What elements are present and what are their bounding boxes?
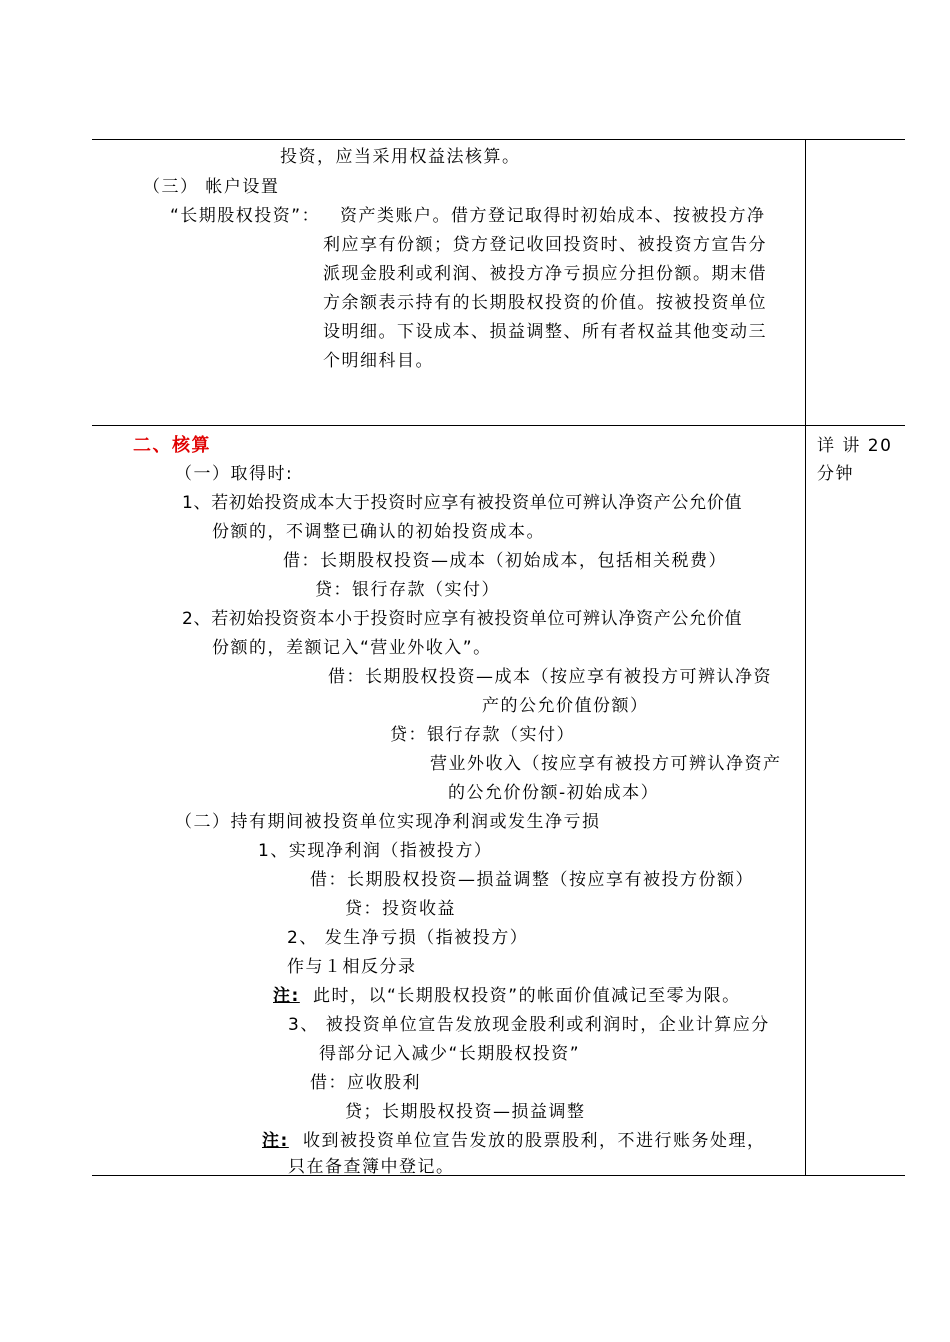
side-note-line: 分钟 <box>817 464 854 484</box>
text-line: 2、 发生净亏损（指被投方） <box>287 928 529 948</box>
journal-credit: 贷；长期股权投资—损益调整 <box>345 1102 586 1122</box>
journal-debit: 借：长期股权投资—成本（按应享有被投方可辨认净资 <box>328 667 772 687</box>
text-line: 3、 被投资单位宣告发放现金股利或利润时，企业计算应分 <box>288 1015 770 1035</box>
text-line: 2、若初始投资资本小于投资时应享有被投资单位可辨认净资产公允价值 <box>182 609 743 629</box>
text-line: 此时，以“长期股权投资”的帐面价值减记至零为限。 <box>313 986 741 1006</box>
side-note-line: 详 讲 20 <box>817 436 893 456</box>
text-line: 1、若初始投资成本大于投资时应享有被投资单位可辨认净资产公允价值 <box>182 493 743 513</box>
text-line: 作与１相反分录 <box>287 957 417 977</box>
journal-debit: 借：应收股利 <box>310 1073 421 1093</box>
table-column-divider <box>805 139 806 1176</box>
text-line: 营业外收入（按应享有被投方可辨认净资产 <box>430 754 782 774</box>
table-bottom-border <box>92 1175 905 1176</box>
table-row-divider <box>92 425 905 426</box>
text-line: （一）取得时: <box>175 464 294 484</box>
text-line: 份额的，差额记入“营业外收入”。 <box>212 638 492 658</box>
text-line: 方余额表示持有的长期股权投资的价值。按被投资单位 <box>323 293 767 313</box>
table-top-border <box>92 139 905 140</box>
text-line: 产的公允价值份额） <box>482 696 649 716</box>
text-line: 投资，应当采用权益法核算。 <box>280 147 521 167</box>
section-heading: 二、核算 <box>133 435 211 456</box>
account-label: “长期股权投资”： <box>170 206 321 226</box>
text-line: 得部分记入减少“长期股权投资” <box>319 1044 581 1064</box>
text-line: 资产类账户。借方登记取得时初始成本、按被投方净 <box>340 206 766 226</box>
text-line: 的公允价份额-初始成本） <box>448 783 660 803</box>
journal-credit: 贷：银行存款（实付） <box>390 725 575 745</box>
subheading: （三） 帐户设置 <box>143 177 280 197</box>
text-line: 收到被投资单位宣告发放的股票股利，不进行账务处理， <box>303 1131 766 1151</box>
text-line: 个明细科目。 <box>323 351 434 371</box>
text-line: 只在备查簿中登记。 <box>288 1157 455 1177</box>
note-label: 注: <box>273 986 300 1006</box>
text-line: 设明细。下设成本、损益调整、所有者权益其他变动三 <box>323 322 767 342</box>
journal-credit: 贷：投资收益 <box>345 899 456 919</box>
text-line: （二）持有期间被投资单位实现净利润或发生净亏损 <box>175 812 601 832</box>
journal-credit: 贷：银行存款（实付） <box>315 580 500 600</box>
journal-debit: 借：长期股权投资—损益调整（按应享有被投方份额） <box>310 870 754 890</box>
note-label: 注: <box>262 1131 289 1151</box>
text-line: 派现金股利或利润、被投方净亏损应分担份额。期末借 <box>323 264 767 284</box>
text-line: 份额的，不调整已确认的初始投资成本。 <box>212 522 545 542</box>
journal-debit: 借：长期股权投资—成本（初始成本，包括相关税费） <box>283 551 727 571</box>
text-line: 1、实现净利润（指被投方） <box>258 841 493 861</box>
text-line: 利应享有份额；贷方登记收回投资时、被投资方宣告分 <box>323 235 767 255</box>
